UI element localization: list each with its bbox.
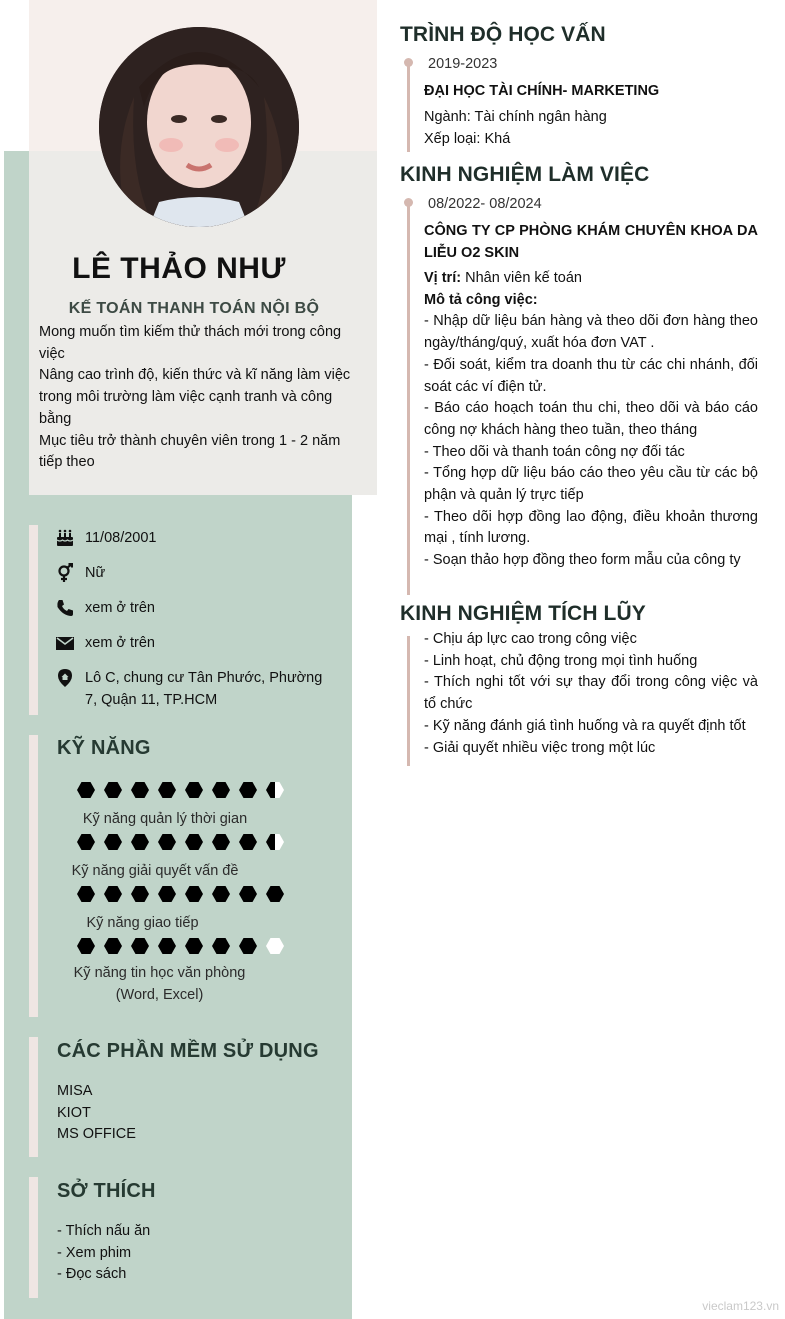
watermark: vieclam123.vn: [702, 1299, 779, 1313]
contact-address: [55, 667, 335, 711]
section-accent-bar: [29, 1037, 38, 1157]
candidate-name: LÊ THẢO NHƯ: [72, 252, 286, 285]
timeline-line: [407, 200, 410, 595]
rating-dot-filled: [266, 886, 284, 902]
skill-label: Kỹ năng tin học văn phòng (Word, Excel): [73, 965, 246, 1003]
education-heading: TRÌNH ĐỘ HỌC VẤN: [400, 23, 606, 46]
rating-dot-filled: [104, 938, 122, 954]
hobby-item: - Thích nấu ăn: [57, 1223, 151, 1239]
rank-value: Khá: [484, 130, 511, 147]
school-name: ĐẠI HỌC TÀI CHÍNH- MARKETING: [424, 83, 660, 99]
skill-rating: [77, 782, 284, 798]
gender-icon: [55, 563, 75, 583]
task-item: - Theo dõi hợp đồng lao động, điều khoản thương mại , tính lương.: [424, 508, 758, 547]
section-accent-bar: [29, 525, 38, 715]
timeline-dot: [404, 58, 413, 67]
accumulated-item: - Linh hoạt, chủ động trong mọi tình huống: [424, 652, 698, 669]
contact-birthday: [55, 527, 335, 562]
objective-line: Mục tiêu trở thành chuyên viên trong 1 - 2 năm tiếp theo: [39, 432, 341, 471]
task-item: - Báo cáo hoạch toán thu chi, theo dõi và báo cáo công nợ khách hàng theo tuần, theo tháng: [424, 400, 758, 438]
accumulated-item: - Giải quyết nhiều việc trong một lúc: [424, 739, 656, 756]
skill-label: Kỹ năng quản lý thời gian: [82, 811, 248, 827]
experience-heading: KINH NGHIỆM LÀM VIỆC: [400, 163, 650, 186]
address-value: Lô C, chung cư Tân Phước, Phường 7, Quận 11, TP.HCM: [85, 670, 323, 708]
rating-dot-half: [266, 782, 284, 798]
rating-dot-filled: [212, 782, 230, 798]
software-item: KIOT: [57, 1104, 91, 1121]
rating-dot-filled: [77, 834, 95, 850]
major-label: Ngành:: [424, 109, 471, 125]
skill-rating: [77, 834, 284, 850]
rating-dot-filled: [131, 834, 149, 850]
hobby-item: - Xem phim: [57, 1244, 132, 1261]
rating-dot-filled: [212, 938, 230, 954]
software-list: [57, 1081, 136, 1146]
rating-dot-filled: [239, 782, 257, 798]
hobby-item: - Đọc sách: [57, 1266, 127, 1283]
rating-dot-filled: [77, 938, 95, 954]
company-name: CÔNG TY CP PHÒNG KHÁM CHUYÊN KHOA DA LIỄU O2 SKIN: [424, 223, 758, 261]
objective-line: Mong muốn tìm kiếm thử thách mới trong công việc: [39, 324, 342, 362]
task-item: - Soạn thảo hợp đồng theo form mẫu của công ty: [424, 552, 741, 569]
phone-value: xem ở trên: [85, 600, 155, 616]
rating-dot-filled: [158, 938, 176, 954]
software-item: MS OFFICE: [57, 1126, 136, 1143]
email-value: xem ở trên: [85, 635, 155, 651]
software-item: MISA: [57, 1083, 93, 1099]
experience-details: [424, 268, 758, 572]
position-label: Vị trí:: [424, 270, 462, 286]
rating-dot-filled: [185, 938, 203, 954]
rating-dot-filled: [239, 938, 257, 954]
task-item: - Nhập dữ liệu bán hàng và theo dõi đơn hàng theo ngày/tháng/quý, xuất hóa đơn VAT .: [424, 313, 758, 352]
job-title: KẾ TOÁN THANH TOÁN NỘI BỘ: [68, 300, 320, 317]
timeline-dot: [404, 198, 413, 207]
contact-phone: [55, 597, 335, 632]
accumulated-item: - Thích nghi tốt với sự thay đổi trong công việc và tổ chức: [424, 674, 758, 713]
location-pin-icon: [55, 668, 75, 688]
rating-dot-filled: [158, 782, 176, 798]
section-accent-bar: [29, 735, 38, 1017]
birthday-value: 11/08/2001: [85, 530, 157, 546]
accumulated-item: - Kỹ năng đánh giá tình huống và ra quyết định tốt: [424, 717, 746, 734]
rating-dot-filled: [104, 886, 122, 902]
accumulated-item: - Chịu áp lực cao trong công việc: [424, 631, 637, 647]
education-details: [424, 107, 758, 150]
major-value: Tài chính ngân hàng: [474, 109, 607, 125]
rating-dot-filled: [185, 886, 203, 902]
rating-dot-filled: [212, 886, 230, 902]
skill-rating: [77, 938, 284, 954]
rating-dot-filled: [131, 938, 149, 954]
rating-dot-filled: [131, 782, 149, 798]
rating-dot-filled: [158, 886, 176, 902]
rating-dot-half: [266, 834, 284, 850]
rank-label: Xếp loại:: [424, 130, 481, 147]
avatar-photo: [99, 27, 299, 227]
skills-heading: KỸ NĂNG: [57, 737, 151, 759]
rating-dot-filled: [104, 782, 122, 798]
cake-icon: [55, 528, 75, 548]
education-date: 2019-2023: [428, 56, 498, 72]
skill-label: Kỹ năng giải quyết vấn đề: [71, 863, 239, 879]
rating-dot-filled: [239, 834, 257, 850]
accumulated-heading: KINH NGHIỆM TÍCH LŨY: [400, 602, 646, 625]
task-item: - Theo dõi và thanh toán công nợ đối tác: [424, 443, 685, 460]
objective-line: Nâng cao trình độ, kiến thức và kĩ năng làm việc trong môi trường làm việc cạnh tranh và công bằng: [39, 367, 351, 427]
avatar: [99, 27, 299, 227]
software-heading: CÁC PHẦN MỀM SỬ DỤNG: [57, 1040, 319, 1062]
rating-dot-filled: [131, 886, 149, 902]
task-item: - Đối soát, kiểm tra doanh thu từ các chi nhánh, đối soát các ví điện tử.: [424, 356, 758, 395]
rating-dot-filled: [77, 886, 95, 902]
skill-rating: [77, 886, 284, 902]
email-icon: [55, 633, 75, 653]
job-description-label: Mô tả công việc:: [424, 291, 538, 308]
phone-icon: [55, 598, 75, 618]
accumulated-list: [424, 629, 758, 759]
timeline-line: [407, 60, 410, 152]
career-objective: [39, 322, 351, 474]
rating-dot-filled: [104, 834, 122, 850]
rating-dot-filled: [212, 834, 230, 850]
rating-dot-filled: [239, 886, 257, 902]
experience-date: 08/2022- 08/2024: [428, 196, 542, 212]
rating-dot-filled: [185, 834, 203, 850]
rating-dot-filled: [77, 782, 95, 798]
section-accent-bar: [29, 1177, 38, 1298]
contact-gender: [55, 562, 335, 597]
rating-dot-empty: [266, 938, 284, 954]
position-value: Nhân viên kế toán: [465, 270, 582, 286]
contact-email: [55, 632, 335, 667]
skill-label: Kỹ năng giao tiếp: [86, 915, 199, 931]
rating-dot-filled: [158, 834, 176, 850]
gender-value: Nữ: [85, 565, 106, 581]
rating-dot-filled: [185, 782, 203, 798]
contact-info: [55, 527, 335, 711]
timeline-line: [407, 636, 410, 766]
task-item: - Tổng hợp dữ liệu báo cáo theo yêu cầu từ các bộ phận và quản lý trực tiếp: [424, 465, 758, 504]
hobbies-heading: SỞ THÍCH: [57, 1180, 156, 1202]
hobbies-list: [57, 1221, 150, 1286]
